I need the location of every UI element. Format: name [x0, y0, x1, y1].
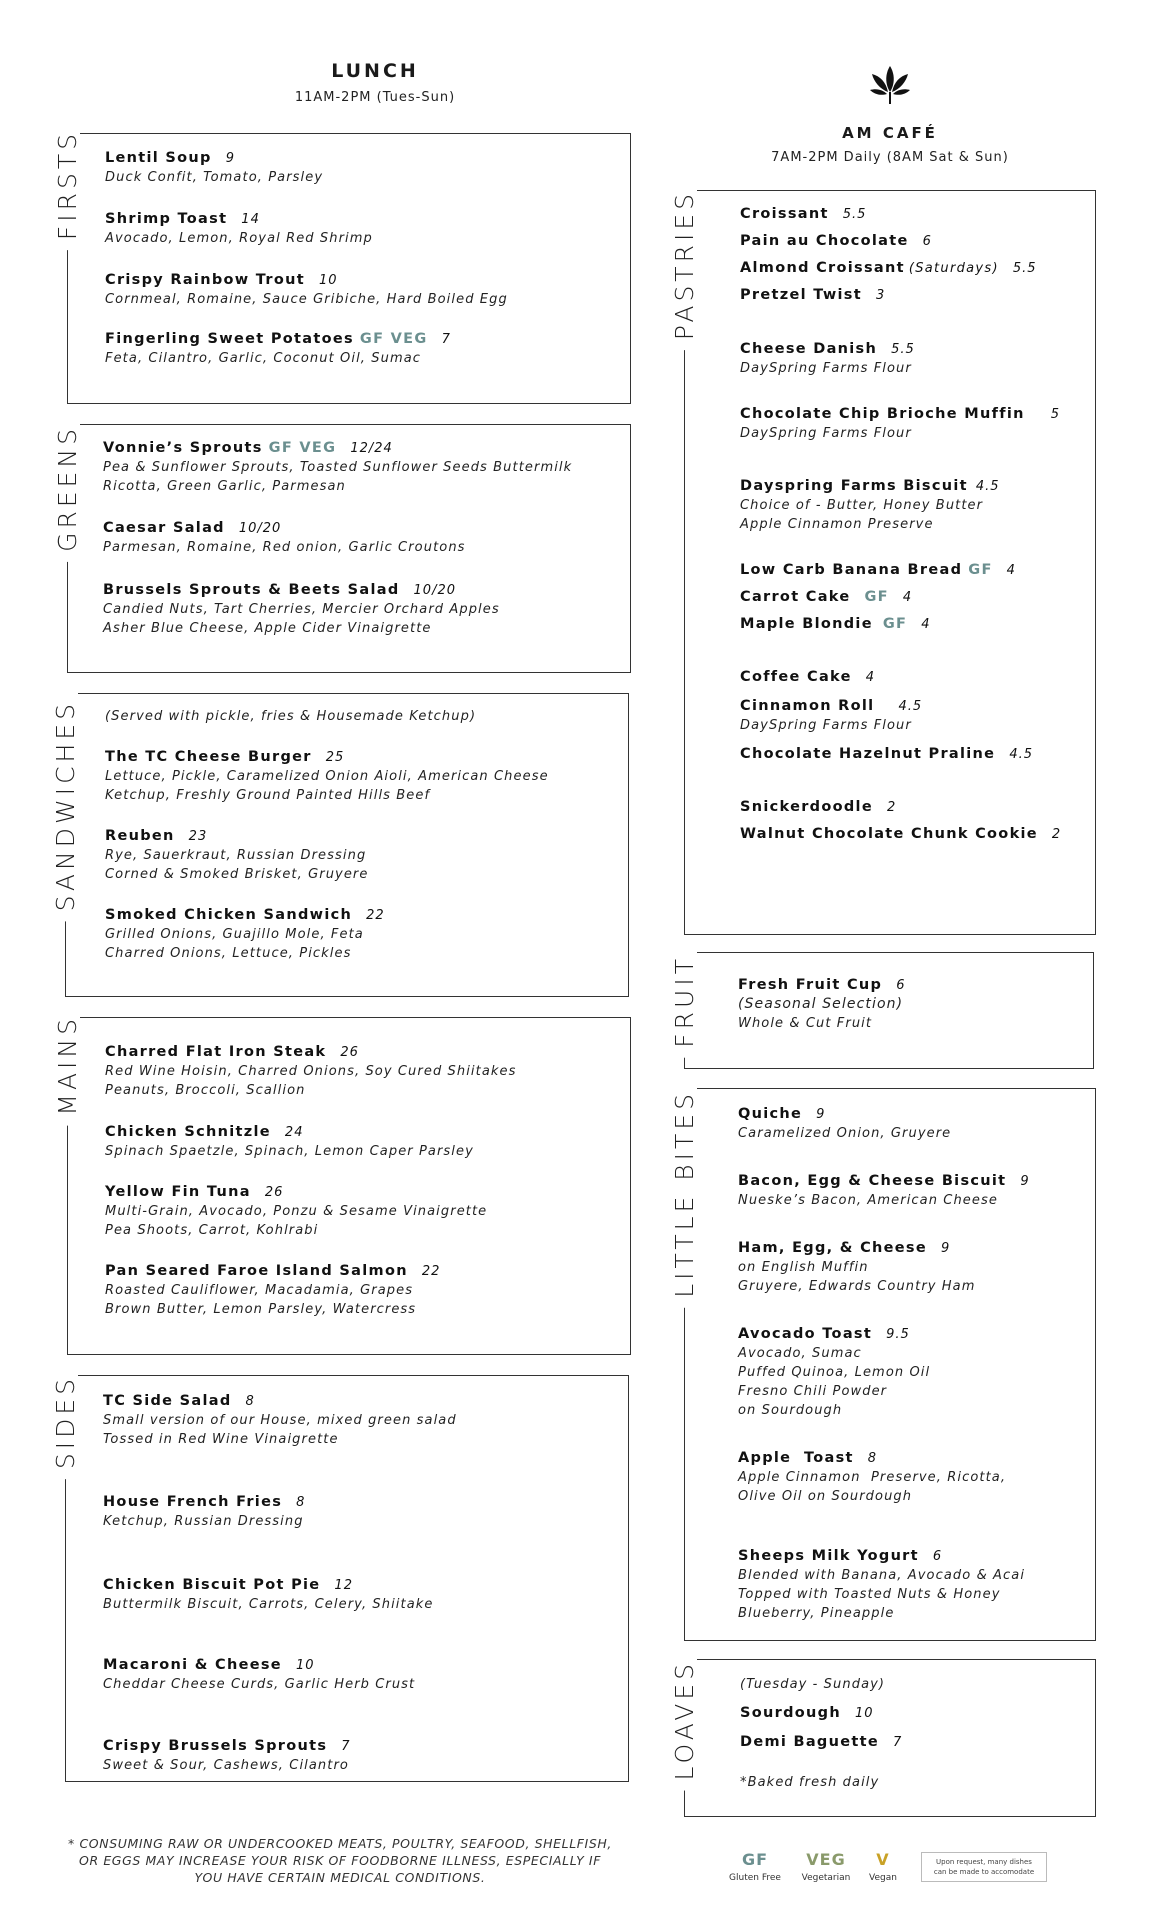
- item-desc: Charred Onions, Lettuce, Pickles: [105, 946, 352, 961]
- item-desc: Blueberry, Pineapple: [738, 1606, 895, 1621]
- item-price: 4: [1006, 563, 1016, 578]
- list-item: [738, 976, 906, 1033]
- list-item: [105, 149, 323, 187]
- item-desc: Blended with Banana, Avocado & Acai: [738, 1568, 1026, 1583]
- list-item: [103, 439, 572, 496]
- item-desc: Cornmeal, Romaine, Sauce Gribiche, Hard Boiled Egg: [105, 292, 508, 307]
- list-item: [740, 205, 866, 224]
- diet-tag: GF: [882, 616, 908, 632]
- item-desc: Sweet & Sour, Cashews, Cilantro: [103, 1758, 349, 1773]
- item-price: 7: [441, 332, 451, 347]
- list-item: [740, 1733, 902, 1752]
- list-item: [103, 581, 500, 638]
- list-item: [105, 330, 451, 368]
- item-price: 9.5: [886, 1327, 910, 1342]
- legend-code: VEG: [806, 1850, 846, 1869]
- item-desc: Puffed Quinoa, Lemon Oil: [738, 1365, 931, 1380]
- list-item: [738, 1172, 1030, 1210]
- legend-label: Vegan: [869, 1873, 897, 1883]
- list-item: [105, 210, 373, 248]
- item-price: 6: [922, 234, 932, 249]
- list-item: [103, 1576, 434, 1614]
- item-desc: Small version of our House, mixed green salad: [103, 1413, 457, 1428]
- item-desc: Apple Cinnamon Preserve, Ricotta,: [738, 1470, 1007, 1485]
- item-name: Chicken Schnitzle: [105, 1124, 271, 1140]
- item-name: TC Side Salad: [103, 1393, 232, 1409]
- list-item: [105, 1183, 487, 1240]
- item-name: Dayspring Farms Biscuit: [740, 478, 968, 494]
- list-item: [740, 561, 1016, 580]
- lunch-hours: 11AM-2PM (Tues-Sun): [294, 90, 456, 105]
- list-item: [105, 1262, 440, 1319]
- item-price: 22: [421, 1264, 441, 1279]
- item-price: 8: [867, 1451, 878, 1466]
- item-name: Ham, Egg, & Cheese: [738, 1240, 927, 1256]
- section-label-sandwiches: SANDWICHES: [53, 690, 78, 921]
- item-desc: (Seasonal Selection): [738, 996, 904, 1012]
- disclaimer: [40, 1835, 640, 1886]
- item-name: Lentil Soup: [105, 150, 212, 166]
- item-desc: Asher Blue Cheese, Apple Cider Vinaigrette: [103, 621, 432, 636]
- item-desc: Red Wine Hoisin, Charred Onions, Soy Cured Shiitakes: [105, 1064, 517, 1079]
- item-price: 9: [941, 1241, 951, 1256]
- list-item: [740, 745, 1033, 764]
- item-desc: Olive Oil on Sourdough: [738, 1489, 913, 1504]
- item-desc: Duck Confit, Tomato, Parsley: [105, 170, 324, 185]
- list-item: [738, 1449, 1006, 1506]
- list-item: [103, 519, 466, 557]
- section-note: (Tuesday - Sunday): [740, 1677, 886, 1692]
- item-name: Quiche: [738, 1106, 803, 1122]
- item-name: Macaroni & Cheese: [103, 1657, 282, 1673]
- item-name: Cinnamon Roll: [740, 698, 875, 714]
- list-item: [740, 477, 1000, 534]
- legend-gf: [723, 1850, 787, 1883]
- item-name: Shrimp Toast: [105, 211, 228, 227]
- list-item: [103, 1493, 305, 1531]
- item-name: Cheese Danish: [740, 341, 878, 357]
- item-name: Brussels Sprouts & Beets Salad: [103, 582, 400, 598]
- legend-label: Gluten Free: [729, 1873, 781, 1883]
- list-item: [105, 906, 385, 963]
- item-price: 10/20: [413, 583, 456, 598]
- item-desc: Grilled Onions, Guajillo Mole, Feta: [105, 927, 364, 942]
- item-note: (Saturdays): [908, 261, 999, 276]
- diet-tag: GF: [864, 589, 889, 605]
- item-price: 23: [188, 829, 208, 844]
- legend-note-line: can be made to accomodate: [933, 1868, 1035, 1876]
- lunch-title: LUNCH: [331, 60, 419, 82]
- item-price: 10: [854, 1706, 874, 1721]
- item-name: Crispy Rainbow Trout: [105, 272, 305, 288]
- item-price: 12: [334, 1578, 353, 1593]
- list-item: [738, 1547, 1025, 1623]
- item-price: 4: [865, 670, 876, 685]
- leaf-logo-icon: [868, 62, 912, 108]
- item-name: Caesar Salad: [103, 520, 225, 536]
- item-desc: Parmesan, Romaine, Red onion, Garlic Croutons: [103, 540, 466, 555]
- item-price: 2: [886, 800, 897, 815]
- item-name: Smoked Chicken Sandwich: [105, 907, 353, 923]
- item-desc: Rye, Sauerkraut, Russian Dressing: [105, 848, 367, 863]
- item-price: 2: [1051, 827, 1062, 842]
- item-price: 10/20: [238, 521, 282, 536]
- diet-tag: GF: [968, 562, 993, 578]
- item-desc: Avocado, Sumac: [738, 1346, 862, 1361]
- item-name: Carrot Cake: [740, 589, 851, 605]
- item-desc: on English Muffin: [738, 1260, 869, 1275]
- item-name: Chicken Biscuit Pot Pie: [103, 1577, 321, 1593]
- list-item: [105, 1123, 474, 1161]
- item-name: Apple Toast: [738, 1450, 854, 1466]
- list-item: [105, 1043, 517, 1100]
- section-label-mains: MAINS: [55, 1005, 80, 1126]
- diet-tag: GF VEG: [359, 331, 428, 347]
- list-item: [740, 825, 1061, 844]
- item-desc: Pea Shoots, Carrot, Kohlrabi: [105, 1223, 319, 1238]
- section-label-loaves: LOAVES: [672, 1650, 697, 1791]
- cafe-hours: 7AM-2PM Daily (8AM Sat & Sun): [771, 150, 1009, 165]
- item-desc: Choice of - Butter, Honey Butter: [740, 498, 984, 513]
- legend-code: V: [876, 1850, 890, 1869]
- item-name: Pan Seared Faroe Island Salmon: [105, 1263, 408, 1279]
- item-desc: Apple Cinnamon Preserve: [740, 517, 934, 532]
- item-price: 7: [892, 1735, 903, 1750]
- item-price: 10: [295, 1658, 315, 1673]
- list-item: [740, 1704, 874, 1723]
- item-name: Snickerdoodle: [740, 799, 873, 815]
- item-desc: Caramelized Onion, Gruyere: [738, 1126, 952, 1141]
- item-name: Vonnie’s Sprouts: [103, 440, 263, 456]
- list-item: [740, 697, 922, 735]
- item-price: 12/24: [350, 441, 393, 456]
- disclaimer-line: * CONSUMING RAW OR UNDERCOOKED MEATS, POULTRY, SEAFOOD, SHELLFISH,: [68, 1836, 612, 1851]
- list-item: [740, 615, 931, 634]
- item-name: Chocolate Chip Brioche Muffin: [740, 406, 1025, 422]
- item-desc: Gruyere, Edwards Country Ham: [738, 1279, 976, 1294]
- item-desc: Fresno Chili Powder: [738, 1384, 888, 1399]
- item-price: 4: [902, 590, 913, 605]
- list-item: [740, 588, 912, 607]
- item-price: 4.5: [1009, 747, 1033, 762]
- item-name: Yellow Fin Tuna: [105, 1184, 251, 1200]
- disclaimer-line: OR EGGS MAY INCREASE YOUR RISK OF FOODBORNE ILLNESS, ESPECIALLY IF: [79, 1853, 601, 1868]
- item-desc: Corned & Smoked Brisket, Gruyere: [105, 867, 369, 882]
- list-item: [740, 232, 932, 251]
- item-name: Coffee Cake: [740, 669, 852, 685]
- item-price: 7: [341, 1739, 351, 1754]
- item-desc: DaySpring Farms Flour: [740, 361, 912, 376]
- list-item: [103, 1656, 415, 1694]
- item-desc: Ricotta, Green Garlic, Parmesan: [103, 479, 346, 494]
- item-desc: Brown Butter, Lemon Parsley, Watercress: [105, 1302, 417, 1317]
- item-desc: Nueske’s Bacon, American Cheese: [738, 1193, 998, 1208]
- list-item: [740, 405, 1060, 443]
- item-desc: on Sourdough: [738, 1403, 843, 1418]
- list-item: [103, 1392, 457, 1449]
- list-item: [738, 1105, 951, 1143]
- item-desc: Candied Nuts, Tart Cherries, Mercier Orchard Apples: [103, 602, 500, 617]
- item-price: 6: [896, 978, 906, 993]
- item-price: 4: [921, 617, 931, 632]
- item-name: Bacon, Egg & Cheese Biscuit: [738, 1173, 1007, 1189]
- item-price: 22: [366, 908, 385, 923]
- item-name: Crispy Brussels Sprouts: [103, 1738, 328, 1754]
- item-price: 8: [245, 1394, 255, 1409]
- item-price: 4.5: [898, 699, 923, 714]
- section-label-firsts: FIRSTS: [55, 120, 80, 250]
- item-desc: DaySpring Farms Flour: [740, 718, 912, 733]
- item-price: 25: [325, 750, 345, 765]
- list-item: [740, 259, 1037, 278]
- item-name: Maple Blondie: [740, 616, 873, 632]
- item-price: 6: [932, 1549, 943, 1564]
- diet-tag: GF VEG: [268, 440, 337, 456]
- item-price: 3: [875, 288, 886, 303]
- item-desc: Avocado, Lemon, Royal Red Shrimp: [105, 231, 373, 246]
- item-name: Pain au Chocolate: [740, 233, 909, 249]
- legend-veg: [794, 1850, 858, 1883]
- section-label-sides: SIDES: [53, 1365, 78, 1479]
- item-desc: Feta, Cilantro, Garlic, Coconut Oil, Sumac: [105, 351, 422, 366]
- item-name: Charred Flat Iron Steak: [105, 1044, 327, 1060]
- item-name: The TC Cheese Burger: [105, 749, 312, 765]
- item-name: House French Fries: [103, 1494, 283, 1510]
- item-name: Sourdough: [740, 1705, 841, 1721]
- item-name: Sheeps Milk Yogurt: [738, 1548, 919, 1564]
- section-label-greens: GREENS: [55, 415, 80, 562]
- list-item: [740, 798, 896, 817]
- item-name: Pretzel Twist: [740, 287, 862, 303]
- item-desc: Roasted Cauliflower, Macadamia, Grapes: [105, 1283, 414, 1298]
- item-price: 4.5: [975, 479, 1000, 494]
- list-item: [740, 340, 915, 378]
- item-price: 5.5: [1012, 261, 1037, 276]
- item-desc: Ketchup, Freshly Ground Painted Hills Beef: [105, 788, 431, 803]
- list-item: [105, 271, 508, 309]
- list-item: [738, 1325, 930, 1420]
- list-item: [105, 748, 549, 805]
- item-name: Almond Croissant: [740, 260, 905, 276]
- item-name: Demi Baguette: [740, 1734, 879, 1750]
- item-name: Reuben: [105, 828, 175, 844]
- item-price: 26: [340, 1045, 359, 1060]
- item-desc: Whole & Cut Fruit: [738, 1016, 873, 1031]
- legend-label: Vegetarian: [801, 1873, 851, 1883]
- item-price: 24: [284, 1125, 304, 1140]
- item-desc: Lettuce, Pickle, Caramelized Onion Aioli, American Cheese: [105, 769, 549, 784]
- item-desc: Peanuts, Broccoli, Scallion: [105, 1083, 306, 1098]
- section-label-fruit: FRUIT: [672, 945, 697, 1058]
- item-desc: Cheddar Cheese Curds, Garlic Herb Crust: [103, 1677, 416, 1692]
- section-note: (Served with pickle, fries & Housemade Ketchup): [105, 709, 477, 724]
- item-desc: Spinach Spaetzle, Spinach, Lemon Caper Parsley: [105, 1144, 474, 1159]
- item-price: 5.5: [842, 207, 867, 222]
- list-item: [105, 827, 368, 884]
- item-name: Fresh Fruit Cup: [738, 977, 883, 993]
- loaves-footer: *Baked fresh daily: [740, 1775, 880, 1790]
- item-price: 9: [1020, 1174, 1030, 1189]
- item-desc: Tossed in Red Wine Vinaigrette: [103, 1432, 339, 1447]
- item-name: Walnut Chocolate Chunk Cookie: [740, 826, 1038, 842]
- legend-code: GF: [741, 1850, 769, 1869]
- item-desc: Ketchup, Russian Dressing: [103, 1514, 304, 1529]
- item-desc: Multi-Grain, Avocado, Ponzu & Sesame Vinaigrette: [105, 1204, 488, 1219]
- list-item: [103, 1737, 351, 1775]
- item-name: Avocado Toast: [738, 1326, 873, 1342]
- item-desc: Topped with Toasted Nuts & Honey: [738, 1587, 1001, 1602]
- item-price: 5.5: [891, 342, 915, 357]
- item-price: 14: [241, 212, 260, 227]
- item-desc: DaySpring Farms Flour: [740, 426, 912, 441]
- cafe-title: AM CAFÉ: [842, 124, 938, 142]
- section-label-pastries: PASTRIES: [672, 180, 697, 350]
- list-item: [738, 1239, 976, 1296]
- item-price: 9: [225, 151, 236, 166]
- item-name: Fingerling Sweet Potatoes: [105, 331, 354, 347]
- item-price: 8: [296, 1495, 306, 1510]
- item-price: 10: [318, 273, 338, 288]
- item-price: 5: [1050, 407, 1060, 422]
- list-item: [740, 668, 875, 687]
- item-name: Croissant: [740, 206, 829, 222]
- item-desc: Buttermilk Biscuit, Carrots, Celery, Shiitake: [103, 1597, 434, 1612]
- list-item: [740, 286, 885, 305]
- legend-vegan: [858, 1850, 908, 1883]
- legend-note-line: Upon request, many dishes: [936, 1858, 1032, 1866]
- item-name: Chocolate Hazelnut Praline: [740, 746, 996, 762]
- item-name: Low Carb Banana Bread: [740, 562, 963, 578]
- item-price: 26: [264, 1185, 284, 1200]
- legend-note: [921, 1852, 1047, 1882]
- disclaimer-line: YOU HAVE CERTAIN MEDICAL CONDITIONS.: [194, 1870, 486, 1885]
- item-price: 9: [816, 1107, 826, 1122]
- section-label-little-bites: LITTLE BITES: [672, 1080, 697, 1308]
- item-desc: Pea & Sunflower Sprouts, Toasted Sunflower Seeds Buttermilk: [103, 460, 573, 475]
